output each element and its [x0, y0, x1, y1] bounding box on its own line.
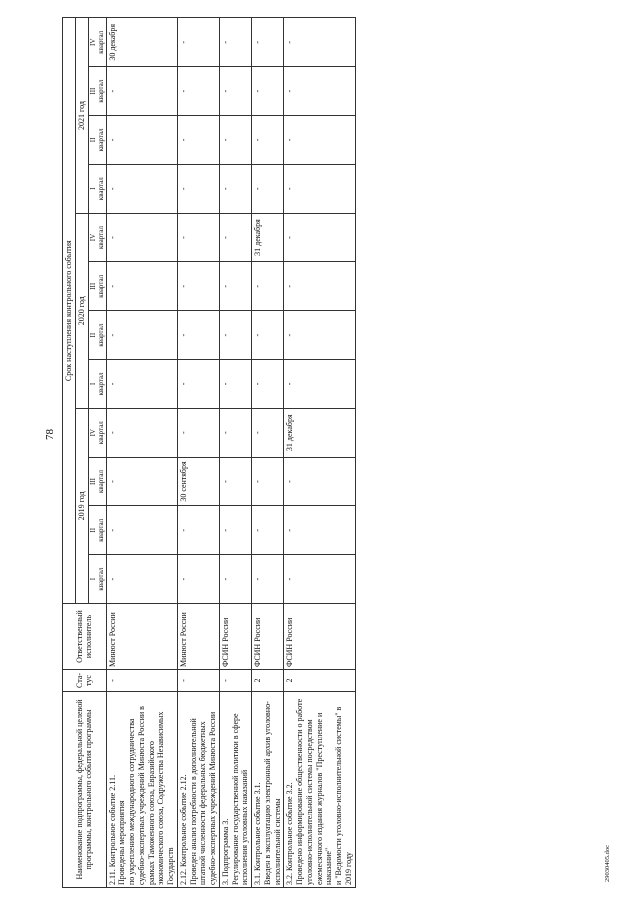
quarter-numeral: III — [88, 478, 97, 486]
quarter-cell: - — [177, 262, 219, 311]
header-quarter — [88, 506, 106, 555]
quarter-numeral: I — [88, 187, 97, 190]
quarter-word: квартал — [97, 567, 106, 591]
header-quarter — [88, 116, 106, 165]
quarter-cell: - — [219, 311, 251, 360]
control-events-table — [62, 17, 356, 888]
quarter-numeral: III — [88, 87, 97, 95]
quarter-numeral: I — [88, 382, 97, 386]
quarter-cell: - — [252, 555, 284, 604]
row-status: - — [219, 670, 251, 692]
quarter-cell: - — [219, 164, 251, 213]
header-quarter — [88, 164, 106, 213]
quarter-word: квартал — [97, 470, 106, 493]
quarter-cell: 31 декабря — [252, 213, 284, 262]
header-quarter — [88, 555, 106, 604]
header-quarter — [88, 18, 106, 67]
quarter-word: квартал — [97, 128, 106, 152]
quarter-cell: - — [219, 213, 251, 262]
table-row — [219, 18, 251, 888]
quarter-cell: - — [177, 408, 219, 457]
header-year: 2020 год — [75, 213, 88, 408]
header-quarter — [88, 408, 106, 457]
quarter-cell: - — [252, 116, 284, 165]
row-executor: ФСИН России — [252, 604, 284, 670]
quarter-cell: - — [177, 67, 219, 116]
table-row — [252, 18, 284, 888]
quarter-cell: - — [106, 262, 177, 311]
quarter-word: квартал — [97, 30, 106, 54]
quarter-numeral: IV — [88, 38, 97, 46]
header-status: Ста-тус — [63, 670, 107, 692]
header-quarter — [88, 67, 106, 116]
header-executor: Ответственный исполнитель — [63, 604, 107, 670]
quarter-cell: 30 сентября — [177, 457, 219, 506]
quarter-cell: - — [284, 116, 355, 165]
quarter-cell: - — [106, 311, 177, 360]
quarter-cell: - — [177, 311, 219, 360]
header-quarter — [88, 360, 106, 409]
quarter-cell: - — [252, 457, 284, 506]
quarter-cell: 31 декабря — [284, 408, 355, 457]
header-quarter — [88, 213, 106, 262]
quarter-word: квартал — [97, 372, 106, 396]
quarter-cell: - — [219, 457, 251, 506]
row-status: - — [177, 670, 219, 692]
quarter-numeral: IV — [88, 429, 97, 437]
quarter-cell: - — [106, 213, 177, 262]
quarter-cell: - — [284, 262, 355, 311]
table-body — [106, 18, 355, 888]
header-quarter — [88, 262, 106, 311]
quarter-cell: - — [177, 164, 219, 213]
quarter-cell: - — [219, 67, 251, 116]
row-name: 2.11. Контрольное событие 2.11. Проведены мероприятия по укреплению международного сотрудничества судебно-экспертных учреждений Минюста России в рамках Таможенного союза, Евразийского экономического союза, Содружества Независимых Государств — [106, 692, 177, 888]
quarter-cell: - — [106, 116, 177, 165]
quarter-word: квартал — [97, 226, 106, 249]
row-name: 2.12. Контрольное событие 2.12. Проведен анализ потребности в дополнительной штатной численности федеральных бюджетных судебно-экспертных учреждений Минюста России — [177, 692, 219, 888]
quarter-word: квартал — [97, 518, 106, 542]
quarter-cell: 30 декабря — [106, 18, 177, 67]
table-row — [284, 18, 355, 888]
header-year: 2021 год — [75, 18, 88, 213]
quarter-cell: - — [284, 213, 355, 262]
quarter-cell: - — [252, 262, 284, 311]
table-row — [177, 18, 219, 888]
row-executor: Минюст России — [106, 604, 177, 670]
quarter-cell: - — [106, 67, 177, 116]
quarter-cell: - — [219, 18, 251, 67]
row-status: 2 — [252, 670, 284, 692]
quarter-cell: - — [284, 67, 355, 116]
quarter-numeral: I — [88, 577, 97, 581]
header-name: Наименование подпрограммы, федеральной целевой программы, контрольного события программы — [63, 692, 107, 888]
quarter-cell: - — [177, 18, 219, 67]
quarter-cell: - — [284, 311, 355, 360]
row-executor: Минюст России — [177, 604, 219, 670]
quarter-cell: - — [106, 506, 177, 555]
quarter-cell: - — [177, 360, 219, 409]
rotated-table-wrapper — [62, 18, 524, 888]
quarter-cell: - — [219, 262, 251, 311]
header-quarter — [88, 311, 106, 360]
quarter-word: квартал — [97, 274, 106, 298]
quarter-word: квартал — [97, 177, 106, 201]
quarter-cell: - — [252, 67, 284, 116]
quarter-cell: - — [219, 555, 251, 604]
quarter-cell: - — [177, 116, 219, 165]
quarter-cell: - — [106, 164, 177, 213]
quarter-cell: - — [252, 18, 284, 67]
quarter-numeral: III — [88, 282, 97, 290]
quarter-cell: - — [252, 408, 284, 457]
quarter-cell: - — [252, 164, 284, 213]
quarter-cell: - — [284, 18, 355, 67]
quarter-cell: - — [177, 213, 219, 262]
row-executor: ФСИН России — [284, 604, 355, 670]
quarter-word: квартал — [97, 79, 106, 103]
header-deadline: Срок наступления контрольного события — [63, 18, 76, 604]
quarter-cell: - — [284, 360, 355, 409]
quarter-cell: - — [106, 360, 177, 409]
quarter-cell: - — [177, 506, 219, 555]
row-name: 3.1. Контрольное событие 3.1. Введен в эксплуатацию электронный архив уголовно-исполнительной системы — [252, 692, 284, 888]
quarter-cell: - — [284, 506, 355, 555]
quarter-cell: - — [219, 360, 251, 409]
footer-filename: 29030405.doc — [604, 844, 611, 882]
quarter-cell: - — [252, 311, 284, 360]
quarter-cell: - — [106, 555, 177, 604]
quarter-cell: - — [106, 457, 177, 506]
quarter-cell: - — [106, 408, 177, 457]
quarter-cell: - — [219, 408, 251, 457]
row-executor: ФСИН России — [219, 604, 251, 670]
header-year: 2019 год — [75, 408, 88, 603]
quarter-numeral: II — [88, 332, 97, 338]
quarter-cell: - — [252, 506, 284, 555]
quarter-cell: - — [284, 457, 355, 506]
row-name: 3. Подпрограмма 3. Регулирование государственной политики в сфере исполнения уголовных наказаний — [219, 692, 251, 888]
header-quarter — [88, 457, 106, 506]
quarter-numeral: II — [88, 137, 97, 143]
page-number: 78 — [44, 429, 56, 440]
quarter-cell: - — [219, 506, 251, 555]
table-row — [106, 18, 177, 888]
row-status: 2 — [284, 670, 355, 692]
quarter-numeral: IV — [88, 233, 97, 242]
quarter-cell: - — [219, 116, 251, 165]
quarter-cell: - — [284, 555, 355, 604]
quarter-cell: - — [284, 164, 355, 213]
quarter-cell: - — [252, 360, 284, 409]
row-status: - — [106, 670, 177, 692]
quarter-word: квартал — [97, 323, 106, 347]
quarter-cell: - — [177, 555, 219, 604]
row-name: 3.2. Контрольное событие 3.2. Проведено информирование общественности о работе уголовно-исполнительной системы посредством ежемесячного издания журналов "Преступление и наказание" и "Ведомости уголовно-исполнительной системы" в 2019 году — [284, 692, 355, 888]
quarter-numeral: II — [88, 527, 97, 533]
quarter-word: квартал — [97, 421, 106, 445]
